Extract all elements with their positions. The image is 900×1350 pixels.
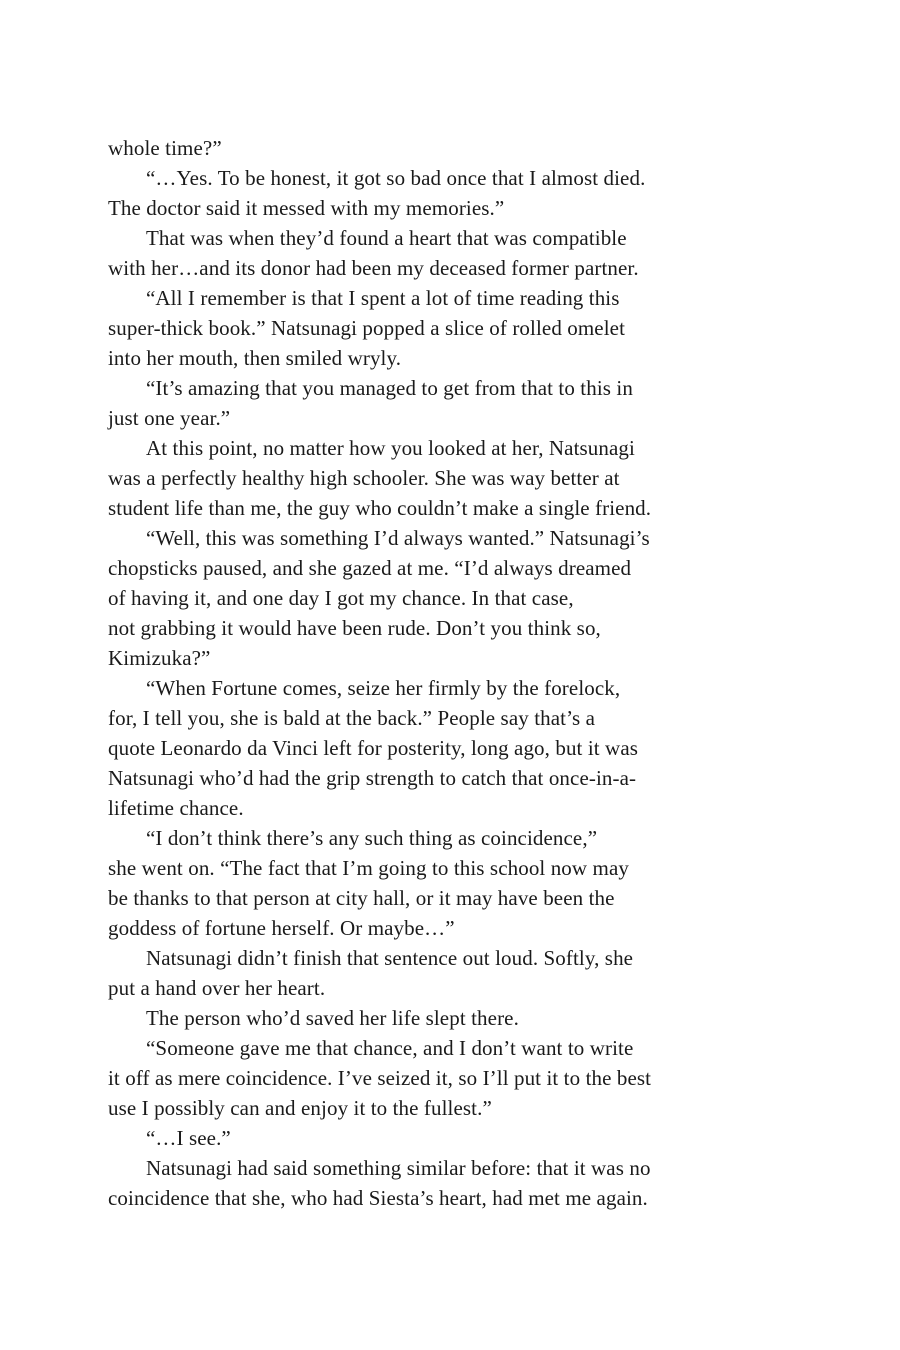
text-line: put a hand over her heart. xyxy=(108,976,326,1000)
text-line: with her…and its donor had been my deceased former partner. xyxy=(108,256,639,280)
text-line: Natsunagi who’d had the grip strength to catch that once-in-a- xyxy=(108,766,637,790)
text-line: she went on. “The fact that I’m going to this school now may xyxy=(108,856,629,880)
text-line: be thanks to that person at city hall, or it may have been the xyxy=(108,886,615,910)
text-line: not grabbing it would have been rude. Don’t you think so, xyxy=(108,616,601,640)
text-line: “Someone gave me that chance, and I don’t want to write xyxy=(146,1036,634,1060)
text-line: lifetime chance. xyxy=(108,796,244,820)
text-line: it off as mere coincidence. I’ve seized it, so I’ll put it to the best xyxy=(108,1066,652,1090)
text-line: Natsunagi didn’t finish that sentence out loud. Softly, she xyxy=(146,946,634,970)
text-line: for, I tell you, she is bald at the back.” People say that’s a xyxy=(108,706,596,730)
text-line: student life than me, the guy who couldn’t make a single friend. xyxy=(108,496,652,520)
text-line: “It’s amazing that you managed to get from that to this in xyxy=(146,376,633,400)
text-line: was a perfectly healthy high schooler. She was way better at xyxy=(108,466,620,490)
text-line: coincidence that she, who had Siesta’s heart, had met me again. xyxy=(108,1186,648,1210)
text-line: That was when they’d found a heart that was compatible xyxy=(146,226,627,250)
text-line: into her mouth, then smiled wryly. xyxy=(108,346,402,370)
text-line: “When Fortune comes, seize her firmly by the forelock, xyxy=(146,676,621,700)
text-line: At this point, no matter how you looked at her, Natsunagi xyxy=(146,436,635,460)
text-line: goddess of fortune herself. Or maybe…” xyxy=(108,916,455,940)
text-line: quote Leonardo da Vinci left for posterity, long ago, but it was xyxy=(108,736,639,760)
text-line: just one year.” xyxy=(108,406,231,430)
text-line: use I possibly can and enjoy it to the fullest.” xyxy=(108,1096,492,1120)
text-line: “Well, this was something I’d always wanted.” Natsunagi’s xyxy=(146,526,650,550)
page-text-block xyxy=(108,133,748,1213)
text-line: “…I see.” xyxy=(146,1126,231,1150)
text-line: whole time?” xyxy=(108,136,222,160)
text-line: super-thick book.” Natsunagi popped a slice of rolled omelet xyxy=(108,316,626,340)
text-line: The person who’d saved her life slept there. xyxy=(146,1006,519,1030)
text-line: The doctor said it messed with my memories.” xyxy=(108,196,505,220)
text-line: of having it, and one day I got my chance. In that case, xyxy=(108,586,574,610)
text-line: “…Yes. To be honest, it got so bad once that I almost died. xyxy=(146,166,646,190)
text-line: chopsticks paused, and she gazed at me. “I’d always dreamed xyxy=(108,556,632,580)
text-line: Natsunagi had said something similar before: that it was no xyxy=(146,1156,651,1180)
text-line: Kimizuka?” xyxy=(108,646,211,670)
text-line: “All I remember is that I spent a lot of time reading this xyxy=(146,286,620,310)
text-line: “I don’t think there’s any such thing as coincidence,” xyxy=(146,826,598,850)
